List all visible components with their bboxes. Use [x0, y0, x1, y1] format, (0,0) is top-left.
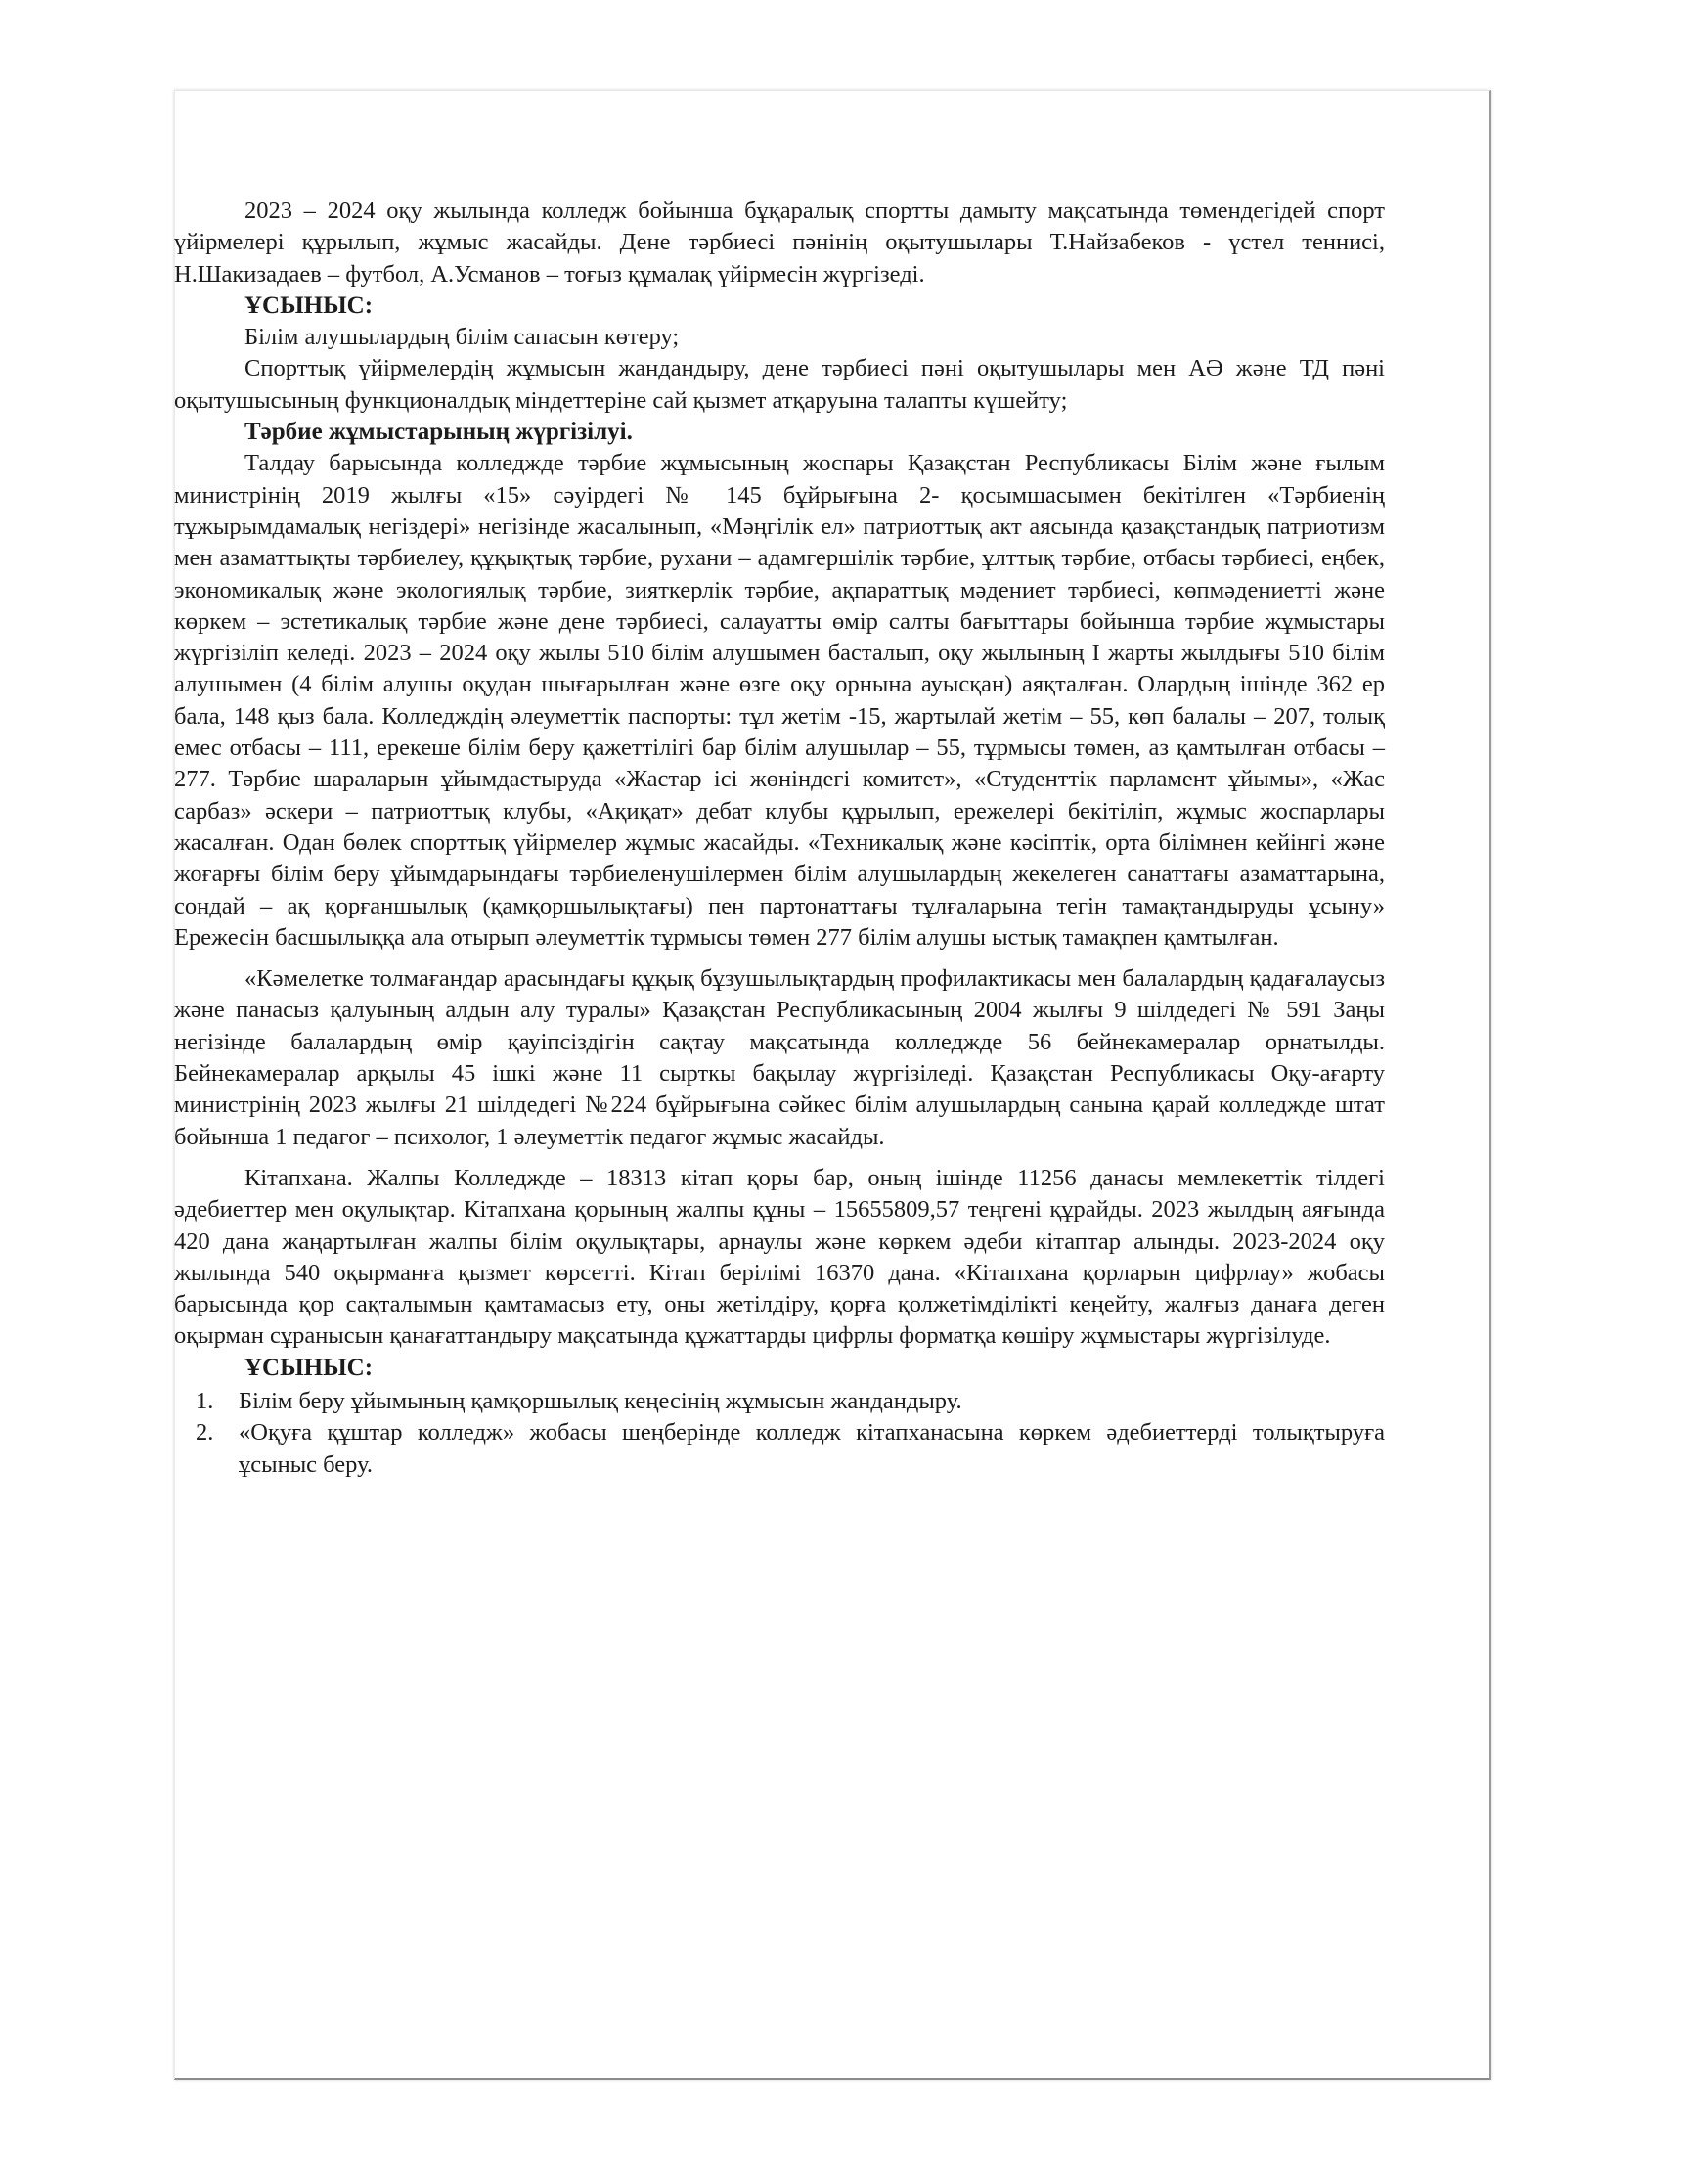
recommendation-1-line-2: Спорттық үйірмелердің жұмысын жандандыру, дене тәрбиесі пәні оқытушылары мен АӘ және ТД пәні оқытушысының функционалдық міндеттеріне сай қызмет атқаруына талапты күшейту; [174, 355, 1385, 414]
library-paragraph: Кітапхана. Жалпы Колледжде – 18313 кітап қоры бар, оның ішінде 11256 данасы мемлекеттік тілдегі әдебиеттер мен оқулықтар. Кітапхана қорының жалпы құны – 15655809,57 теңгені құрайды. 2023 жылдың аяғында 420 дана жаңартылған жалпы білім оқулықтары, арнаулы және көркем әдеби кітаптар алынды. 2023-2024 оқу жылында 540 оқырманға қызмет көрсетті. Кітап берілімі 16370 дана. «Кітапхана қорларын цифрлау» жобасы барысында қор сақталымын қамтамасыз ету, оны жетілдіру, қорға қолжетімділікті кеңейту, жалғыз данаға деген оқырман сұранысын қанағаттандыру мақсатында құжаттарды цифрлы форматқа көшіру жұмыстары жүргізілуде. [174, 1164, 1385, 1350]
list-item [174, 1417, 1385, 1481]
recommendation-1-line-1: Білім алушылардың білім сапасын көтеру; [244, 324, 680, 351]
upbringing-work-paragraph: Талдау барысында колледжде тәрбие жұмысының жоспары Қазақстан Республикасы Білім және ғылым министрінің 2019 жылғы «15» сәуірдегі № 145 бұйрығына 2- қосымшасымен бекітілген «Тәрбиенің тұжырымдамалық негіздері» негізінде жасалынып, «Мәңгілік ел» патриоттық акт аясында қазақстандық патриотизм мен азаматтықты тәрбиелеу, құқықтық тәрбие, рухани – адамгершілік тәрбие, ұлттық тәрбие, отбасы тәрбиесі, еңбек, экономикалық және экологиялық тәрбие, зияткерлік тәрбие, ақпараттық мәдениет тәрбиесі, көпмәдениетті және көркем – эстетикалық тәрбие және дене тәрбиесі, салауатты өмір салты бағыттары бойынша тәрбие жұмыстары жүргізіліп келеді. 2023 – 2024 оқу жылы 510 білім алушымен басталып, оқу жылының І жарты жылдығы 510 білім алушымен (4 білім алушы оқудан шығарылған және өзге оқу орнына ауысқан) аяқталған. Олардың ішінде 362 ер бала, 148 қыз бала. Колледждің әлеуметтік паспорты: тұл жетім -15, жартылай жетім – 55, көп балалы – 207, толық емес отбасы – 111, ерекеше білім беру қажеттілігі бар білім алушылар – 55, тұрмысы төмен, аз қамтылған отбасы – 277. Тәрбие шараларын ұйымдастыруда «Жастар ісі жөніндегі комитет», «Студенттік парламент ұйымы», «Жас сарбаз» әскери – патриоттық клубы, «Ақиқат» дебат клубы құрылып, ережелері бекітіліп, жұмыс жоспарлары жасалған. Одан бөлек спорттық үйірмелер жұмыс жасайды. «Техникалық және кәсіптік, орта білімнен кейінгі және жоғарғы білім беру ұйымдарындағы тәрбиеленушілермен білім алушылардың жекелеген санаттағы азаматтарына, сондай – ақ қорғаншылық (қамқоршылықтағы) пен партонаттағы тұлғаларына тегін тамақтандыруды ұсыну» Ережесін басшылыққа ала отырып әлеуметтік тұрмысы төмен 277 білім алушы ыстық тамақпен қамтылған. [174, 450, 1385, 951]
safety-paragraph: «Кәмелетке толмағандар арасындағы құқық бұзушылықтардың профилактикасы мен балалардың қадағалаусыз және панасыз қалуының алдын алу туралы» Қазақстан Республикасының 2004 жылғы 9 шілдедегі № 591 Заңы негізінде балалардың өмір қауіпсіздігін сақтау мақсатында колледжде 56 бейнекамералар орнатылды. Бейнекамералар арқылы 45 ішкі және 11 сырткы бақылау жүргізіледі. Қазақстан Республикасы Оқу-ағарту министрінің 2023 жылғы 21 шілдедегі №224 бұйрығына сәйкес білім алушылардың санына қарай колледжде штат бойынша 1 педагог – психолог, 1 әлеуметтік педагог жұмыс жасайды. [174, 965, 1385, 1150]
recommendation-heading-2: ҰСЫНЫС: [244, 1354, 374, 1381]
list-item-number: 1. [196, 1387, 214, 1414]
document-body [174, 196, 1385, 1481]
intro-paragraph: 2023 – 2024 оқу жылында колледж бойынша бұқаралық спортты дамыту мақсатында төмендегідей спорт үйірмелері құрылып, жұмыс жасайды. Дене тәрбиесі пәнінің оқытушылары Т.Найзабеков - үстел теннисі, Н.Шакизадаев – футбол, А.Усманов – тоғыз құмалақ үйірмесін жүргізеді. [174, 198, 1385, 288]
list-item [174, 1386, 1385, 1417]
recommendation-heading-1: ҰСЫНЫС: [244, 291, 374, 319]
upbringing-work-heading: Тәрбие жұмыстарының жүргізілуі. [244, 419, 633, 446]
list-item-text: Білім беру ұйымының қамқоршылық кеңесінің жұмысын жандандыру. [239, 1387, 962, 1414]
recommendation-list [174, 1386, 1385, 1481]
list-item-text: «Оқуға құштар колледж» жобасы шеңберінде колледж кітапханасына көркем әдебиеттерді толықтыруға ұсыныс беру. [239, 1419, 1385, 1478]
list-item-number: 2. [196, 1419, 214, 1447]
